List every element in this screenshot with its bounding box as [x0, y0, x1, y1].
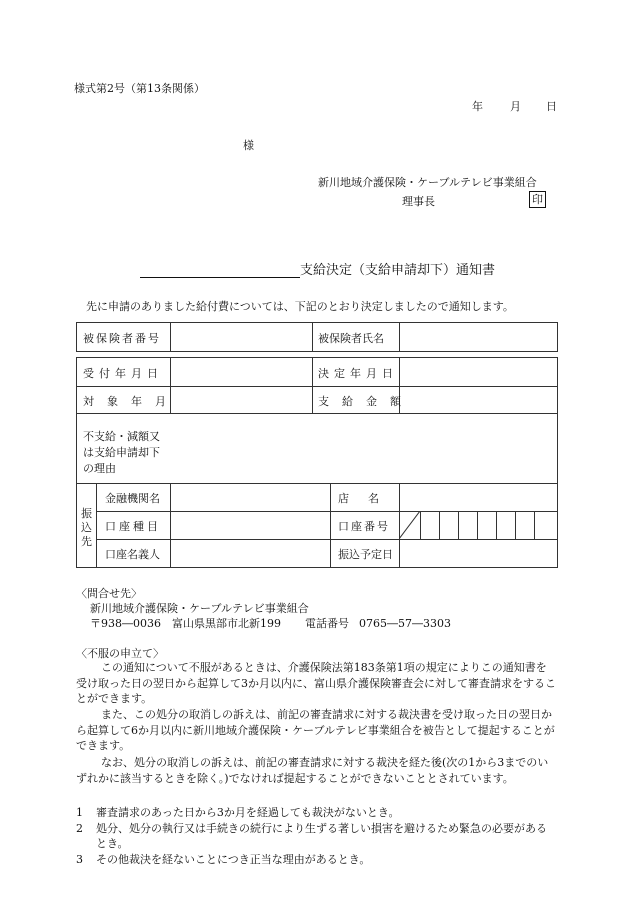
label-transfer-date: 振込予定日 — [338, 548, 393, 561]
label-reason: 不支給・減額又 は支給申請却下 の理由 — [83, 430, 160, 475]
date-month: 月 — [510, 100, 521, 113]
contact-address: 〒938―0036 富山県黒部市北新199 — [90, 617, 281, 630]
table-reason-transfer — [76, 413, 558, 568]
label-transfer-head: 振 込 先 — [81, 507, 92, 548]
appeal-item: 3 その他裁決を経ないことにつき正当な理由があるとき。 — [76, 852, 371, 866]
label-insured-number: 被保険者番号 — [83, 332, 161, 345]
appeal-paragraph-1: この通知について不服があるときは、介護保険法第183条第1項の規定によりこの通知書を受け取った日の翌日から起算して3か月以内に、富山県介護保険審査会に対して審査請求をすることができます。 — [76, 661, 556, 705]
contact-address-line — [90, 615, 451, 631]
label-branch: 店 名 — [338, 492, 383, 505]
appeal-heading: 〈不服の申立て〉 — [76, 647, 164, 660]
date-day: 日 — [546, 100, 557, 113]
account-number-slash — [399, 511, 420, 539]
document-title — [140, 259, 495, 278]
contact-org: 新川地域介護保険・ケーブルテレビ事業組合 — [90, 602, 309, 615]
label-receipt-date: 受付年月日 — [83, 367, 163, 380]
addressee-suffix: 様 — [243, 139, 254, 152]
label-account-type: 口座種目 — [105, 520, 161, 533]
appeal-paragraph-3: なお、処分の取消しの訴えは、前記の審査請求に対する裁決を経た後(次の1から3までのいずれかに該当するときを除く。)でなければ提起することができないこととされています。 — [76, 756, 549, 785]
label-insured-name: 被保険者氏名 — [318, 332, 384, 345]
label-account-holder: 口座名義人 — [105, 548, 160, 561]
appeal-paragraph-2: また、この処分の取消しの訴えは、前記の審査請求に対する裁決書を受け取った日の翌日から起算して6か月以内に新川地域介護保険・ケーブルテレビ事業組合を被告として提起することができます。 — [76, 708, 555, 752]
contact-heading: 〈問合せ先〉 — [76, 587, 142, 600]
title-blank-line — [140, 263, 300, 278]
date-line — [472, 98, 557, 114]
label-payment-amount: 支給金額 — [318, 395, 414, 408]
date-year: 年 — [472, 100, 483, 113]
issuer-org: 新川地域介護保険・ケーブルテレビ事業組合 — [318, 176, 537, 189]
seal-mark: 印 — [529, 191, 546, 208]
label-bank-name: 金融機関名 — [105, 492, 160, 505]
appeal-item: 2 処分、処分の執行又は手続きの続行により生ずる著しい損害を避けるため緊急の必要があるとき。 — [76, 821, 547, 850]
form-number: 様式第2号（第13条関係） — [74, 82, 205, 95]
contact-phone: 0765―57―3303 — [359, 617, 451, 630]
label-account-number: 口座番号 — [338, 520, 390, 533]
label-target-month: 対象年月 — [83, 395, 179, 408]
title-text: 支給決定（支給申請却下）通知書 — [300, 263, 496, 278]
intro-text: 先に申請のありました給付費については、下記のとおり決定しましたので通知します。 — [86, 300, 514, 313]
label-decision-date: 決定年月日 — [318, 367, 398, 380]
table-insured — [76, 322, 558, 352]
appeal-items — [76, 805, 556, 867]
issuer-title: 理事長 — [402, 195, 435, 208]
contact-phone-label: 電話番号 — [305, 617, 349, 630]
table-decision — [76, 357, 558, 415]
appeal-item: 1 審査請求のあった日から3か月を経過しても裁決がないとき。 — [76, 806, 400, 819]
